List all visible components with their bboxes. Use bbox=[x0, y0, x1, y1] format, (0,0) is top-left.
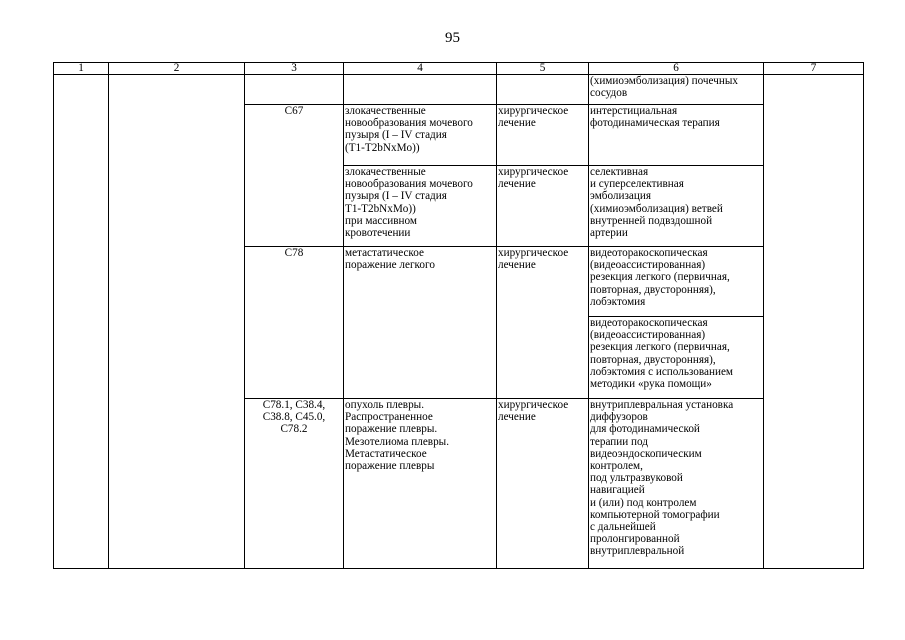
table-cell-method: селективная и суперселективная эмболизация (химиоэмболизация) ветвей внутренней подвздошной артерии bbox=[589, 166, 764, 247]
table-cell-method: (химиоэмболизация) почечных сосудов bbox=[589, 75, 764, 105]
medical-procedures-table bbox=[53, 62, 864, 569]
column-header: 7 bbox=[764, 63, 864, 75]
column-header: 2 bbox=[109, 63, 245, 75]
table-cell-col2 bbox=[109, 75, 245, 569]
column-header: 5 bbox=[497, 63, 589, 75]
column-header: 4 bbox=[344, 63, 497, 75]
table-cell-diagnosis: злокачественные новообразования мочевого пузыря (I – IV стадия (T1-T2bNxMo)) bbox=[344, 105, 497, 166]
table-cell-diagnosis: злокачественные новообразования мочевого пузыря (I – IV стадия T1-T2bNxMo)) при массивном кровотечении bbox=[344, 166, 497, 247]
table-cell-treatment-type: хирургическое лечение bbox=[497, 247, 589, 399]
table-cell-treatment-type: хирургическое лечение bbox=[497, 105, 589, 166]
table-cell-diagnosis: метастатическое поражение легкого bbox=[344, 247, 497, 399]
table-cell-col7 bbox=[764, 75, 864, 569]
table-cell-method: интерстициальная фотодинамическая терапия bbox=[589, 105, 764, 166]
table-cell-icd-code bbox=[245, 75, 344, 105]
table-cell-icd-code: C78.1, C38.4, C38.8, C45.0, C78.2 bbox=[245, 399, 344, 569]
table-cell-treatment-type bbox=[497, 75, 589, 105]
table-cell-treatment-type: хирургическое лечение bbox=[497, 399, 589, 569]
table-cell-treatment-type: хирургическое лечение bbox=[497, 166, 589, 247]
table-cell-col1 bbox=[54, 75, 109, 569]
table-cell-icd-code: C67 bbox=[245, 105, 344, 247]
column-header: 6 bbox=[589, 63, 764, 75]
page-number: 95 bbox=[445, 30, 460, 46]
table-cell-method: видеоторакоскопическая (видеоассистированная) резекция легкого (первичная, повторная, двусторонняя), лобэктомия с использованием методики «рука помощи» bbox=[589, 317, 764, 399]
table-row bbox=[54, 75, 864, 105]
header-row bbox=[54, 63, 864, 75]
table-cell-diagnosis bbox=[344, 75, 497, 105]
table-cell-method: внутриплевральная установка диффузоров для фотодинамической терапии под видеоэндоскопическим контролем, под ультразвуковой навигацией и (или) под контролем компьютерной томографии с дальнейшей пролонгированной внутриплевральной bbox=[589, 399, 764, 569]
table-cell-icd-code: C78 bbox=[245, 247, 344, 399]
column-header: 3 bbox=[245, 63, 344, 75]
table-cell-diagnosis: опухоль плевры. Распространенное поражение плевры. Мезотелиома плевры. Метастатическое поражение плевры bbox=[344, 399, 497, 569]
table-cell-method: видеоторакоскопическая (видеоассистированная) резекция легкого (первичная, повторная, двусторонняя), лобэктомия bbox=[589, 247, 764, 317]
column-header: 1 bbox=[54, 63, 109, 75]
